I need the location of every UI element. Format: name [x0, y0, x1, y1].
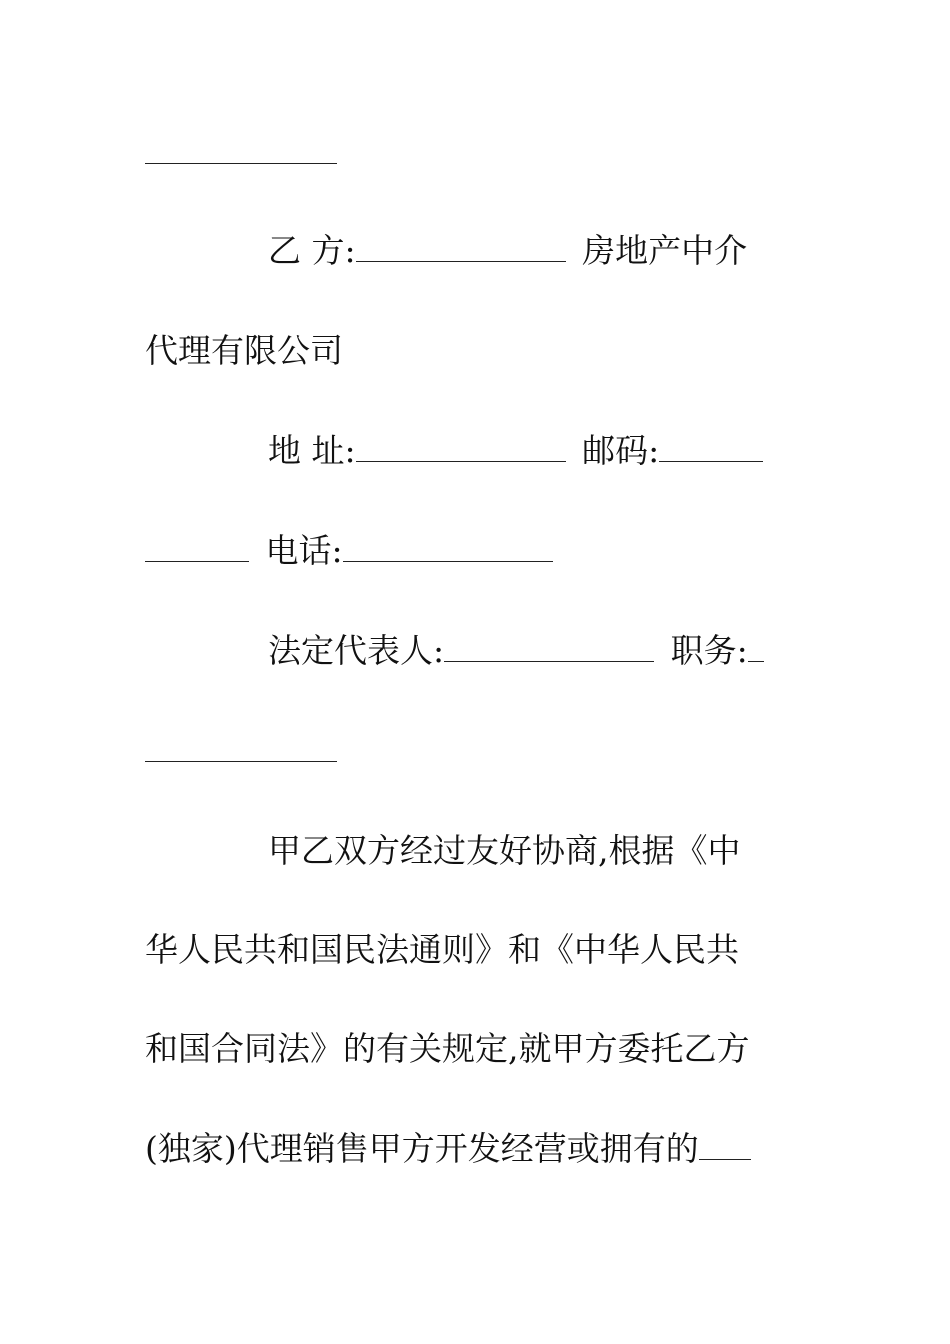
party-b-line	[268, 226, 808, 276]
paragraph-line-3	[145, 1024, 805, 1074]
party-b-label: 乙 方:	[268, 231, 356, 270]
phone-label: 电话:	[265, 531, 343, 570]
blank-line-continuation	[145, 128, 805, 178]
party-b-suffix: 房地产中介	[582, 231, 748, 270]
job-title-label: 职务:	[670, 631, 748, 670]
job-title-blank-continued[interactable]	[145, 727, 337, 762]
property-blank[interactable]	[699, 1125, 751, 1160]
legal-representative-line	[268, 626, 808, 676]
job-title-blank[interactable]	[748, 627, 764, 662]
paragraph-line-2	[145, 925, 805, 975]
paragraph-text: 华人民共和国民法通则》和《中华人民共	[145, 930, 739, 969]
paragraph-text: 和国合同法》的有关规定,就甲方委托乙方	[145, 1029, 750, 1068]
legal-representative-label: 法定代表人:	[268, 631, 445, 670]
job-title-blank-line	[145, 726, 805, 776]
paragraph-text: (独家)代理销售甲方开发经营或拥有的	[145, 1129, 699, 1168]
fill-in-blank[interactable]	[145, 129, 337, 164]
postal-code-label: 邮码:	[582, 431, 660, 470]
paragraph-text: 甲乙双方经过友好协商,根据《中	[268, 831, 741, 870]
party-b-company-text: 代理有限公司	[145, 331, 343, 370]
legal-representative-blank[interactable]	[444, 627, 654, 662]
address-label: 地 址:	[268, 431, 356, 470]
phone-blank[interactable]	[343, 527, 553, 562]
postal-code-blank[interactable]	[659, 427, 763, 462]
address-blank[interactable]	[356, 427, 566, 462]
paragraph-line-1	[268, 826, 808, 876]
postal-code-blank-continued[interactable]	[145, 527, 249, 562]
address-line	[268, 426, 808, 476]
party-b-name-blank[interactable]	[356, 227, 566, 262]
paragraph-line-4	[145, 1124, 805, 1174]
phone-line	[145, 526, 805, 576]
party-b-company-line	[145, 326, 805, 376]
